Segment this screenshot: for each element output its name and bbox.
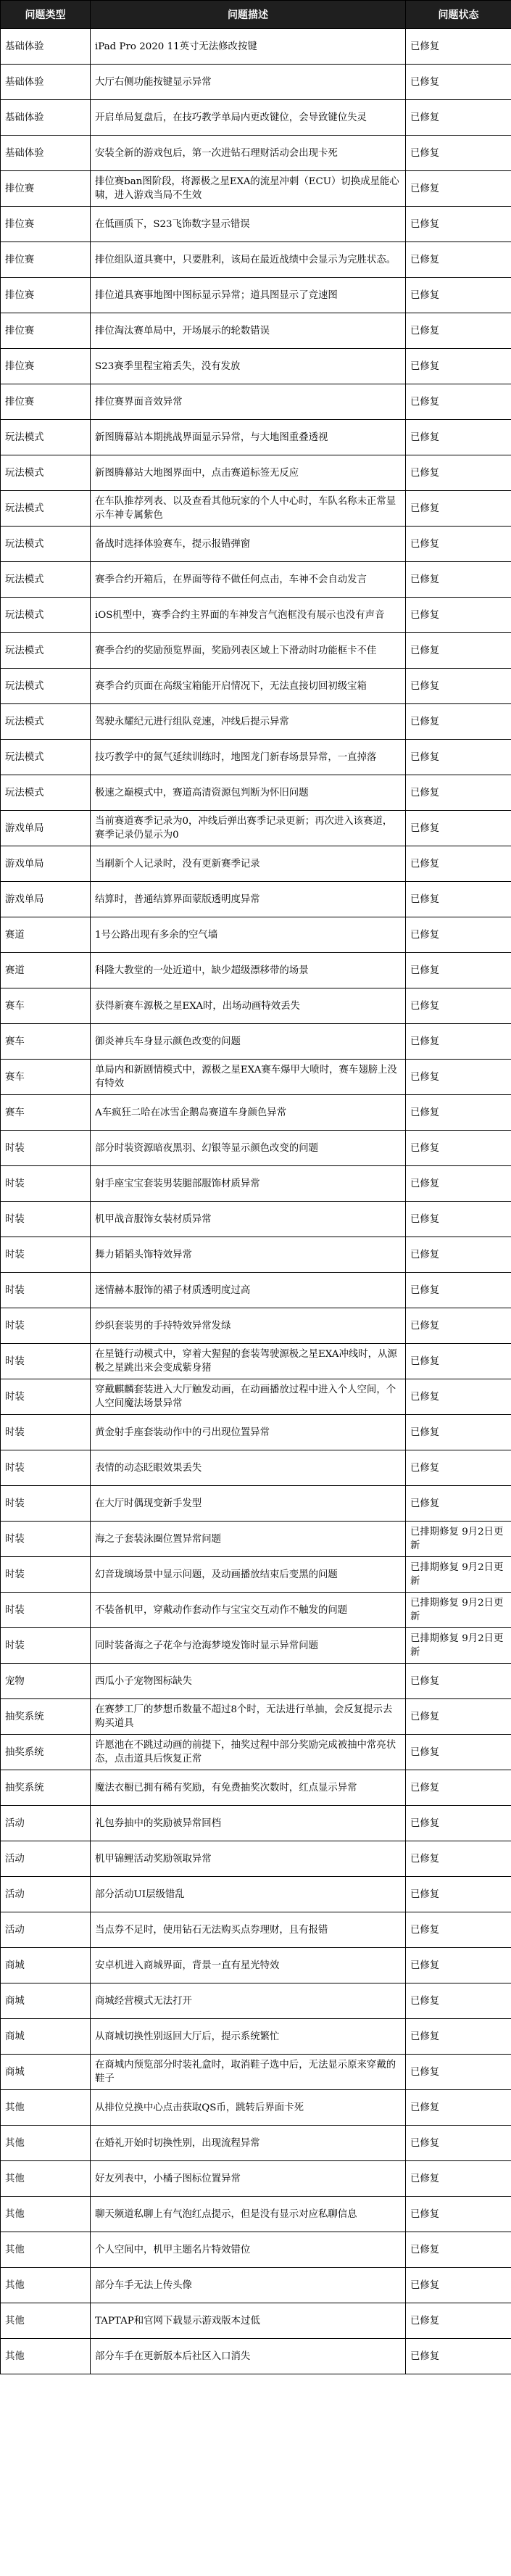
table-row [1, 1450, 511, 1486]
cell-status: 已修复 [406, 455, 511, 491]
table-row [1, 1806, 511, 1841]
cell-desc: 海之子套装泳圈位置异常问题 [91, 1522, 406, 1557]
cell-status: 已修复 [406, 420, 511, 455]
cell-type: 玩法模式 [1, 562, 91, 598]
cell-type: 排位赛 [1, 349, 91, 384]
table-row [1, 1912, 511, 1948]
cell-desc: 在商城内预览部分时装礼盒时，取消鞋子选中后，无法显示原来穿戴的鞋子 [91, 2055, 406, 2090]
table-row [1, 1522, 511, 1557]
cell-type: 时装 [1, 1166, 91, 1202]
cell-status: 已修复 [406, 1664, 511, 1699]
cell-status: 已修复 [406, 527, 511, 562]
table-body [1, 29, 511, 2374]
cell-desc: 商城经营模式无法打开 [91, 1983, 406, 2019]
cell-type: 时装 [1, 1344, 91, 1379]
cell-type: 赛车 [1, 988, 91, 1024]
table-row [1, 1664, 511, 1699]
cell-desc: 机甲锦鲤活动奖励领取异常 [91, 1841, 406, 1877]
cell-status: 已修复 [406, 1450, 511, 1486]
cell-type: 游戏单局 [1, 882, 91, 917]
cell-desc: 结算时，普通结算界面蒙版透明度异常 [91, 882, 406, 917]
table-row [1, 1948, 511, 1983]
table-row [1, 2268, 511, 2303]
header-row [1, 1, 511, 29]
cell-status: 已排期修复 9月2日更新 [406, 1628, 511, 1664]
table-row [1, 420, 511, 455]
cell-type: 赛道 [1, 917, 91, 953]
cell-status: 已修复 [406, 1415, 511, 1450]
cell-status: 已修复 [406, 1202, 511, 1237]
table-row [1, 811, 511, 846]
cell-status: 已修复 [406, 136, 511, 171]
table-row [1, 2161, 511, 2197]
cell-desc: 安装全新的游戏包后，第一次进钻石理财活动会出现卡死 [91, 136, 406, 171]
cell-type: 其他 [1, 2197, 91, 2232]
header-status: 问题状态 [406, 1, 511, 29]
table-row [1, 562, 511, 598]
table-row [1, 242, 511, 278]
cell-desc: 御炎神兵车身显示颜色改变的问题 [91, 1024, 406, 1060]
cell-desc: 在婚礼开始时切换性别，出现流程异常 [91, 2126, 406, 2161]
table-row [1, 207, 511, 242]
cell-type: 时装 [1, 1415, 91, 1450]
table-row [1, 669, 511, 704]
cell-status: 已修复 [406, 278, 511, 313]
table-row [1, 1060, 511, 1095]
table-row [1, 1202, 511, 1237]
cell-desc: A车疯狂二哈在冰雪企鹅岛赛道车身颜色异常 [91, 1095, 406, 1131]
table-row [1, 1699, 511, 1735]
cell-type: 活动 [1, 1806, 91, 1841]
cell-type: 时装 [1, 1522, 91, 1557]
table-row [1, 1415, 511, 1450]
cell-desc: 西瓜小子宠物图标缺失 [91, 1664, 406, 1699]
table-row [1, 527, 511, 562]
cell-status: 已修复 [406, 2303, 511, 2339]
cell-desc: 排位组队道具赛中，只要胜利，该局在最近战绩中会显示为完胜状态。 [91, 242, 406, 278]
cell-status: 已修复 [406, 2055, 511, 2090]
cell-desc: 新图腾幕站本期挑战界面显示异常，与大地图重叠透视 [91, 420, 406, 455]
table-row [1, 1593, 511, 1628]
cell-desc: 备战时选择体验赛车，提示报错弹窗 [91, 527, 406, 562]
cell-type: 玩法模式 [1, 633, 91, 669]
cell-status: 已修复 [406, 846, 511, 882]
cell-desc: 赛季合约页面在高级宝箱能开启情况下，无法直接切回初级宝箱 [91, 669, 406, 704]
header-type: 问题类型 [1, 1, 91, 29]
table-row [1, 882, 511, 917]
table-row [1, 2055, 511, 2090]
cell-desc: 大厅右侧功能按键显示异常 [91, 65, 406, 100]
cell-desc: 排位赛ban图阶段，将源极之星EXA的流星冲刺（ECU）切换成星能心啸，进入游戏当局不生效 [91, 171, 406, 207]
cell-type: 抽奖系统 [1, 1770, 91, 1806]
cell-type: 其他 [1, 2161, 91, 2197]
cell-desc: 极速之巅模式中，赛道高清资源包判断为怀旧问题 [91, 775, 406, 811]
cell-desc: 同时装备海之子花伞与沧海梦境发饰时显示异常问题 [91, 1628, 406, 1664]
cell-status: 已排期修复 9月2日更新 [406, 1522, 511, 1557]
table-row [1, 1344, 511, 1379]
cell-type: 排位赛 [1, 313, 91, 349]
table-row [1, 2232, 511, 2268]
cell-type: 基础体验 [1, 100, 91, 136]
cell-type: 时装 [1, 1237, 91, 1273]
cell-type: 赛车 [1, 1060, 91, 1095]
cell-type: 其他 [1, 2232, 91, 2268]
cell-desc: 在大厅时偶现变新手发型 [91, 1486, 406, 1522]
table-row [1, 1166, 511, 1202]
cell-status: 已修复 [406, 1273, 511, 1308]
cell-status: 已修复 [406, 1699, 511, 1735]
cell-status: 已修复 [406, 2019, 511, 2055]
table-row [1, 2339, 511, 2374]
cell-status: 已修复 [406, 633, 511, 669]
cell-desc: iOS机型中，赛季合约主界面的车神发言气泡框没有展示也没有声音 [91, 598, 406, 633]
cell-status: 已修复 [406, 1095, 511, 1131]
table-row [1, 65, 511, 100]
table-row [1, 2126, 511, 2161]
cell-type: 游戏单局 [1, 846, 91, 882]
table-row [1, 2019, 511, 2055]
cell-type: 活动 [1, 1912, 91, 1948]
cell-desc: 当点券不足时，使用钻石无法购买点券理财，且有报错 [91, 1912, 406, 1948]
cell-status: 已修复 [406, 1948, 511, 1983]
table-row [1, 171, 511, 207]
cell-desc: 许愿池在不跳过动画的前提下，抽奖过程中部分奖励完成被抽中常亮状态，点击道具后恢复正常 [91, 1735, 406, 1770]
table-row [1, 1983, 511, 2019]
cell-status: 已修复 [406, 988, 511, 1024]
cell-desc: 部分时装资源暗夜黑羽、幻银等显示颜色改变的问题 [91, 1131, 406, 1166]
cell-status: 已修复 [406, 65, 511, 100]
table-row [1, 278, 511, 313]
cell-desc: 迷情赫本服饰的裙子材质透明度过高 [91, 1273, 406, 1308]
cell-status: 已修复 [406, 704, 511, 740]
table-row [1, 1735, 511, 1770]
cell-type: 时装 [1, 1308, 91, 1344]
cell-desc: 在车队推荐列表、以及查看其他玩家的个人中心时，车队名称未正常显示车神专属紫色 [91, 491, 406, 527]
cell-desc: 在低画质下，S23飞饰数字显示错误 [91, 207, 406, 242]
cell-desc: 好友列表中，小橘子图标位置异常 [91, 2161, 406, 2197]
cell-type: 时装 [1, 1593, 91, 1628]
cell-desc: 排位道具赛事地图中图标显示异常；道具图显示了竞速图 [91, 278, 406, 313]
cell-status: 已修复 [406, 242, 511, 278]
cell-status: 已修复 [406, 207, 511, 242]
cell-desc: 技巧教学中的氮气延续训练时，地图龙门新春场景异常，一直掉落 [91, 740, 406, 775]
cell-status: 已修复 [406, 1379, 511, 1415]
cell-type: 时装 [1, 1273, 91, 1308]
table-row [1, 29, 511, 65]
cell-status: 已修复 [406, 1308, 511, 1344]
table-row [1, 917, 511, 953]
cell-type: 抽奖系统 [1, 1735, 91, 1770]
cell-status: 已修复 [406, 2197, 511, 2232]
cell-desc: 部分活动UI层级错乱 [91, 1877, 406, 1912]
cell-status: 已修复 [406, 1131, 511, 1166]
table-row [1, 704, 511, 740]
cell-desc: 部分车手在更新版本后社区入口消失 [91, 2339, 406, 2374]
cell-desc: 机甲战音服饰女装材质异常 [91, 1202, 406, 1237]
cell-status: 已修复 [406, 598, 511, 633]
cell-status: 已修复 [406, 2339, 511, 2374]
table-row [1, 1095, 511, 1131]
table-row [1, 775, 511, 811]
cell-type: 玩法模式 [1, 455, 91, 491]
cell-desc: 穿戴麒麟套装进入大厅触发动画，在动画播放过程中进入个人空间，个人空间魔法场景异常 [91, 1379, 406, 1415]
cell-type: 其他 [1, 2303, 91, 2339]
cell-desc: 安卓机进入商城界面，背景一直有星光特效 [91, 1948, 406, 1983]
cell-status: 已修复 [406, 100, 511, 136]
cell-status: 已修复 [406, 2161, 511, 2197]
cell-type: 时装 [1, 1628, 91, 1664]
cell-status: 已修复 [406, 562, 511, 598]
cell-type: 玩法模式 [1, 491, 91, 527]
cell-desc: 在赛梦工厂的梦想币数量不超过8个时，无法进行单抽，会反复提示去购买道具 [91, 1699, 406, 1735]
table-row [1, 1024, 511, 1060]
table-row [1, 953, 511, 988]
cell-desc: S23赛季里程宝箱丢失，没有发放 [91, 349, 406, 384]
cell-type: 赛车 [1, 1095, 91, 1131]
cell-type: 宠物 [1, 1664, 91, 1699]
cell-desc: 排位淘汰赛单局中，开场展示的轮数错误 [91, 313, 406, 349]
cell-status: 已修复 [406, 1912, 511, 1948]
cell-status: 已修复 [406, 349, 511, 384]
table-row [1, 1486, 511, 1522]
cell-desc: 1号公路出现有多余的空气墙 [91, 917, 406, 953]
cell-desc: 表情的动态眨眼效果丢失 [91, 1450, 406, 1486]
cell-desc: 射手座宝宝套装男装腿部服饰材质异常 [91, 1166, 406, 1202]
table-row [1, 2303, 511, 2339]
cell-desc: 新图腾幕站大地图界面中，点击赛道标签无反应 [91, 455, 406, 491]
cell-type: 排位赛 [1, 278, 91, 313]
cell-type: 商城 [1, 2019, 91, 2055]
cell-type: 玩法模式 [1, 669, 91, 704]
cell-type: 时装 [1, 1450, 91, 1486]
cell-desc: 驾驶永耀纪元进行组队竞速，冲线后提示异常 [91, 704, 406, 740]
cell-status: 已修复 [406, 1983, 511, 2019]
cell-desc: 礼包券抽中的奖励被异常回档 [91, 1806, 406, 1841]
cell-status: 已修复 [406, 1060, 511, 1095]
cell-type: 赛车 [1, 1024, 91, 1060]
cell-type: 活动 [1, 1841, 91, 1877]
cell-type: 游戏单局 [1, 811, 91, 846]
table-row [1, 1273, 511, 1308]
cell-status: 已修复 [406, 917, 511, 953]
cell-status: 已修复 [406, 1877, 511, 1912]
table-row [1, 455, 511, 491]
cell-desc: 不装备机甲，穿戴动作套动作与宝宝交互动作不触发的问题 [91, 1593, 406, 1628]
cell-desc: 排位赛界面音效异常 [91, 384, 406, 420]
table-row [1, 988, 511, 1024]
table-row [1, 1841, 511, 1877]
cell-type: 基础体验 [1, 29, 91, 65]
cell-desc: 科隆大教堂的一处近道中，缺少超级漂移带的场景 [91, 953, 406, 988]
cell-type: 排位赛 [1, 171, 91, 207]
cell-type: 基础体验 [1, 136, 91, 171]
table-row [1, 100, 511, 136]
cell-desc: 当前赛道赛季记录为0，冲线后弹出赛季记录更新；再次进入该赛道，赛季记录仍显示为0 [91, 811, 406, 846]
cell-type: 其他 [1, 2339, 91, 2374]
cell-desc: 舞力韬韬头饰特效异常 [91, 1237, 406, 1273]
cell-type: 时装 [1, 1131, 91, 1166]
cell-type: 排位赛 [1, 384, 91, 420]
table-row [1, 1379, 511, 1415]
cell-status: 已修复 [406, 491, 511, 527]
cell-desc: 从商城切换性别返回大厅后，提示系统繁忙 [91, 2019, 406, 2055]
cell-status: 已修复 [406, 1166, 511, 1202]
cell-type: 玩法模式 [1, 704, 91, 740]
cell-desc: TAPTAP和官网下载显示游戏版本过低 [91, 2303, 406, 2339]
cell-status: 已修复 [406, 2126, 511, 2161]
cell-status: 已修复 [406, 2232, 511, 2268]
table-row [1, 633, 511, 669]
cell-status: 已修复 [406, 775, 511, 811]
header-desc: 问题描述 [91, 1, 406, 29]
cell-status: 已修复 [406, 1806, 511, 1841]
cell-desc: 黄金射手座套装动作中的弓出现位置异常 [91, 1415, 406, 1450]
cell-status: 已修复 [406, 171, 511, 207]
cell-type: 其他 [1, 2126, 91, 2161]
table-row [1, 2197, 511, 2232]
cell-status: 已修复 [406, 669, 511, 704]
cell-status: 已排期修复 9月2日更新 [406, 1593, 511, 1628]
table-row [1, 1308, 511, 1344]
table-row [1, 384, 511, 420]
cell-status: 已修复 [406, 953, 511, 988]
cell-status: 已修复 [406, 29, 511, 65]
cell-type: 赛道 [1, 953, 91, 988]
cell-type: 玩法模式 [1, 527, 91, 562]
cell-desc: 从排位兑换中心点击获取QS币，跳转后界面卡死 [91, 2090, 406, 2126]
cell-type: 时装 [1, 1202, 91, 1237]
table-row [1, 1557, 511, 1593]
cell-status: 已修复 [406, 1486, 511, 1522]
table-row [1, 1237, 511, 1273]
cell-type: 抽奖系统 [1, 1699, 91, 1735]
table-row [1, 740, 511, 775]
cell-type: 商城 [1, 1983, 91, 2019]
cell-type: 其他 [1, 2268, 91, 2303]
table-row [1, 1770, 511, 1806]
cell-status: 已修复 [406, 882, 511, 917]
cell-desc: 单局内和新剧情模式中，源极之星EXA赛车爆甲大喷时，赛车翅膀上没有特效 [91, 1060, 406, 1095]
cell-type: 玩法模式 [1, 775, 91, 811]
cell-desc: 开启单局复盘后，在技巧教学单局内更改键位，会导致键位失灵 [91, 100, 406, 136]
cell-type: 时装 [1, 1557, 91, 1593]
table-row [1, 846, 511, 882]
cell-status: 已修复 [406, 2090, 511, 2126]
cell-type: 商城 [1, 2055, 91, 2090]
cell-type: 时装 [1, 1379, 91, 1415]
table-row [1, 349, 511, 384]
cell-desc: 幻音珑璃场景中显示问题，及动画播放结束后变黑的问题 [91, 1557, 406, 1593]
cell-type: 基础体验 [1, 65, 91, 100]
cell-desc: 聊天频道私聊上有气泡红点提示，但是没有显示对应私聊信息 [91, 2197, 406, 2232]
cell-type: 玩法模式 [1, 598, 91, 633]
cell-desc: 当刷新个人记录时，没有更新赛季记录 [91, 846, 406, 882]
cell-desc: iPad Pro 2020 11英寸无法修改按键 [91, 29, 406, 65]
cell-status: 已修复 [406, 811, 511, 846]
cell-desc: 赛季合约开箱后，在界面等待不做任何点击，车神不会自动发言 [91, 562, 406, 598]
cell-desc: 赛季合约的奖励预览界面，奖励列表区域上下滑动时功能框卡不佳 [91, 633, 406, 669]
cell-status: 已修复 [406, 1024, 511, 1060]
cell-desc: 纱织套装男的手持特效异常发绿 [91, 1308, 406, 1344]
table-row [1, 1628, 511, 1664]
cell-status: 已修复 [406, 2268, 511, 2303]
table-row [1, 136, 511, 171]
cell-status: 已修复 [406, 1770, 511, 1806]
table-row [1, 313, 511, 349]
cell-status: 已修复 [406, 1735, 511, 1770]
cell-status: 已修复 [406, 740, 511, 775]
cell-desc: 部分车手无法上传头像 [91, 2268, 406, 2303]
cell-status: 已修复 [406, 384, 511, 420]
table-row [1, 2090, 511, 2126]
cell-desc: 魔法衣橱已拥有稀有奖励，有免费抽奖次数时，红点显示异常 [91, 1770, 406, 1806]
cell-status: 已排期修复 9月2日更新 [406, 1557, 511, 1593]
cell-type: 排位赛 [1, 242, 91, 278]
cell-desc: 个人空间中，机甲主题名片特效错位 [91, 2232, 406, 2268]
cell-status: 已修复 [406, 313, 511, 349]
cell-status: 已修复 [406, 1344, 511, 1379]
table-row [1, 1131, 511, 1166]
table-row [1, 1877, 511, 1912]
cell-type: 时装 [1, 1486, 91, 1522]
cell-type: 其他 [1, 2090, 91, 2126]
cell-type: 玩法模式 [1, 420, 91, 455]
table-row [1, 598, 511, 633]
cell-type: 活动 [1, 1877, 91, 1912]
cell-status: 已修复 [406, 1841, 511, 1877]
cell-desc: 获得新赛车源极之星EXA时，出场动画特效丢失 [91, 988, 406, 1024]
cell-desc: 在星链行动模式中，穿着大猩猩的套装驾驶源极之星EXA冲线时，从源极之星跳出来会变成紫身猪 [91, 1344, 406, 1379]
cell-type: 商城 [1, 1948, 91, 1983]
cell-status: 已修复 [406, 1237, 511, 1273]
cell-type: 排位赛 [1, 207, 91, 242]
table-row [1, 491, 511, 527]
cell-type: 玩法模式 [1, 740, 91, 775]
